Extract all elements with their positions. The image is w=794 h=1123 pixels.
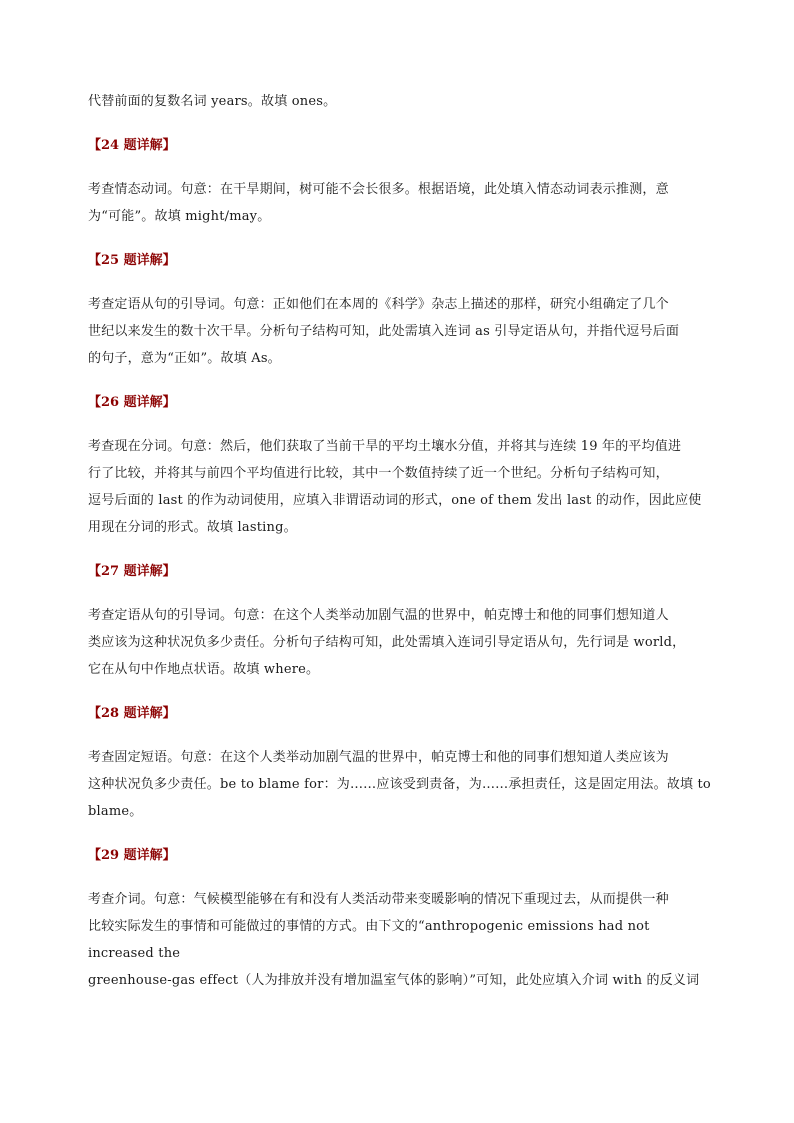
paragraph-line: 类应该为这种状况负多少责任。分析句子结构可知，此处需填入连词引导定语从句，先行词是 world， [88, 635, 686, 650]
section-body-24 [88, 176, 712, 230]
section-body-28 [88, 744, 712, 825]
section-heading-27: 【27 题详解】 [88, 564, 176, 579]
paragraph-line: 为“可能”。故填 might/may。 [88, 209, 271, 224]
paragraph-line: 考查现在分词。句意：然后，他们获取了当前干旱的平均土壤水分值，并将其与连续 19 年的平均值进 [88, 439, 682, 454]
paragraph-line: 比较实际发生的事情和可能做过的事情的方式。由下文的“anthropogenic emissions had not increased the [88, 919, 650, 961]
section-heading-24: 【24 题详解】 [88, 138, 176, 153]
section-heading-29: 【29 题详解】 [88, 848, 176, 863]
paragraph-line: greenhouse-gas effect（人为排放并没有增加温室气体的影响）”可知，此处应填入介词 with 的反义词 [88, 973, 700, 988]
section-body-27 [88, 602, 712, 683]
intro-paragraph: 代替前面的复数名词 years。故填 ones。 [88, 94, 337, 109]
paragraph-line: 考查情态动词。句意：在干旱期间，树可能不会长很多。根据语境，此处填入情态动词表示推测，意 [88, 182, 669, 197]
paragraph-line: 的句子，意为“正如”。故填 As。 [88, 351, 281, 366]
document-page [88, 88, 712, 994]
paragraph-line: 它在从句中作地点状语。故填 where。 [88, 662, 320, 677]
section-body-29 [88, 886, 712, 994]
paragraph-line: 考查定语从句的引导词。句意：在这个人类举动加剧气温的世界中，帕克博士和他的同事们想知道人 [88, 608, 669, 623]
section-heading-26: 【26 题详解】 [88, 395, 176, 410]
section-heading-25: 【25 题详解】 [88, 253, 176, 268]
paragraph-line: 这种状况负多少责任。be to blame for：为……应该受到责备，为……承担责任，这是固定用法。故填 to [88, 777, 711, 792]
section-body-25 [88, 291, 712, 372]
paragraph-line: 用现在分词的形式。故填 lasting。 [88, 520, 297, 535]
section-body-26 [88, 433, 712, 541]
paragraph-line: 逗号后面的 last 的作为动词使用，应填入非谓语动词的形式，one of them 发出 last 的动作，因此应使 [88, 493, 702, 508]
paragraph-line: blame。 [88, 804, 143, 819]
section-heading-28: 【28 题详解】 [88, 706, 176, 721]
paragraph-line: 考查固定短语。句意：在这个人类举动加剧气温的世界中，帕克博士和他的同事们想知道人类应该为 [88, 750, 669, 765]
paragraph-line: 考查介词。句意：气候模型能够在有和没有人类活动带来变暖影响的情况下重现过去，从而提供一种 [88, 892, 669, 907]
paragraph-line: 行了比较，并将其与前四个平均值进行比较，其中一个数值持续了近一个世纪。分析句子结构可知， [88, 466, 669, 481]
paragraph-line: 考查定语从句的引导词。句意：正如他们在本周的《科学》杂志上描述的那样，研究小组确定了几个 [88, 297, 669, 312]
paragraph-line: 世纪以来发生的数十次干旱。分析句子结构可知，此处需填入连词 as 引导定语从句，并指代逗号后面 [88, 324, 680, 339]
